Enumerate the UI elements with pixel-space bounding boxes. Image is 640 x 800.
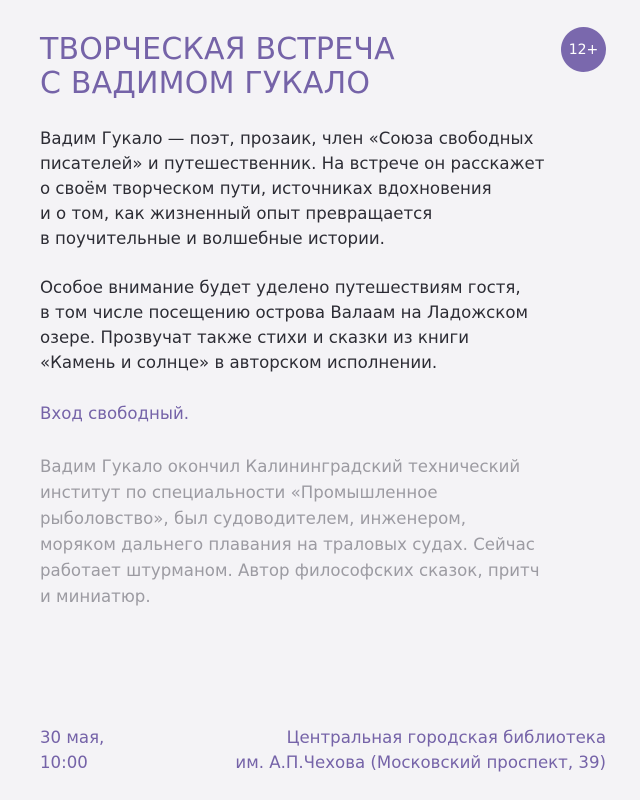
event-venue [235, 725, 606, 775]
intro-line: Вадим Гукало — поэт, прозаик, член «Союза свободных [40, 129, 534, 148]
bio-line: институт по специальности «Промышленное [40, 483, 438, 502]
age-rating-badge: 12+ [561, 27, 606, 72]
bio-line: рыболовство», был судоводителем, инженером, [40, 509, 467, 528]
event-time: 10:00 [40, 753, 88, 772]
intro-line: писателей» и путешественник. На встрече он расскажет [40, 154, 545, 173]
event-datetime [40, 725, 104, 775]
intro-line: в поучительные и волшебные истории. [40, 229, 385, 248]
details-paragraph [40, 275, 528, 375]
details-line: «Камень и солнце» в авторском исполнении. [40, 353, 438, 372]
bio-line: и миниатюр. [40, 587, 151, 606]
title-line-1: ТВОРЧЕСКАЯ ВСТРЕЧА [40, 32, 395, 67]
venue-line-1: Центральная городская библиотека [286, 728, 606, 747]
intro-paragraph [40, 126, 544, 251]
bio-line: Вадим Гукало окончил Калининградский технический [40, 457, 521, 476]
event-date: 30 мая, [40, 728, 105, 747]
free-entry-note: Вход свободный. [40, 404, 190, 423]
title-line-2: С ВАДИМОМ ГУКАЛО [40, 66, 371, 101]
details-line: в том числе посещению острова Валаам на Ладожском [40, 303, 528, 322]
page-title [40, 33, 395, 101]
bio-line: моряком дальнего плавания на траловых судах. Сейчас [40, 535, 535, 554]
details-line: Особое внимание будет уделено путешествиям гостя, [40, 278, 521, 297]
intro-line: и о том, как жизненный опыт превращается [40, 204, 433, 223]
intro-line: о своём творческом пути, источниках вдохновения [40, 179, 492, 198]
bio-paragraph [40, 454, 540, 610]
venue-line-2: им. А.П.Чехова (Московский проспект, 39) [235, 753, 606, 772]
bio-line: работает штурманом. Автор философских сказок, притч [40, 561, 540, 580]
details-line: озере. Прозвучат также стихи и сказки из книги [40, 328, 470, 347]
